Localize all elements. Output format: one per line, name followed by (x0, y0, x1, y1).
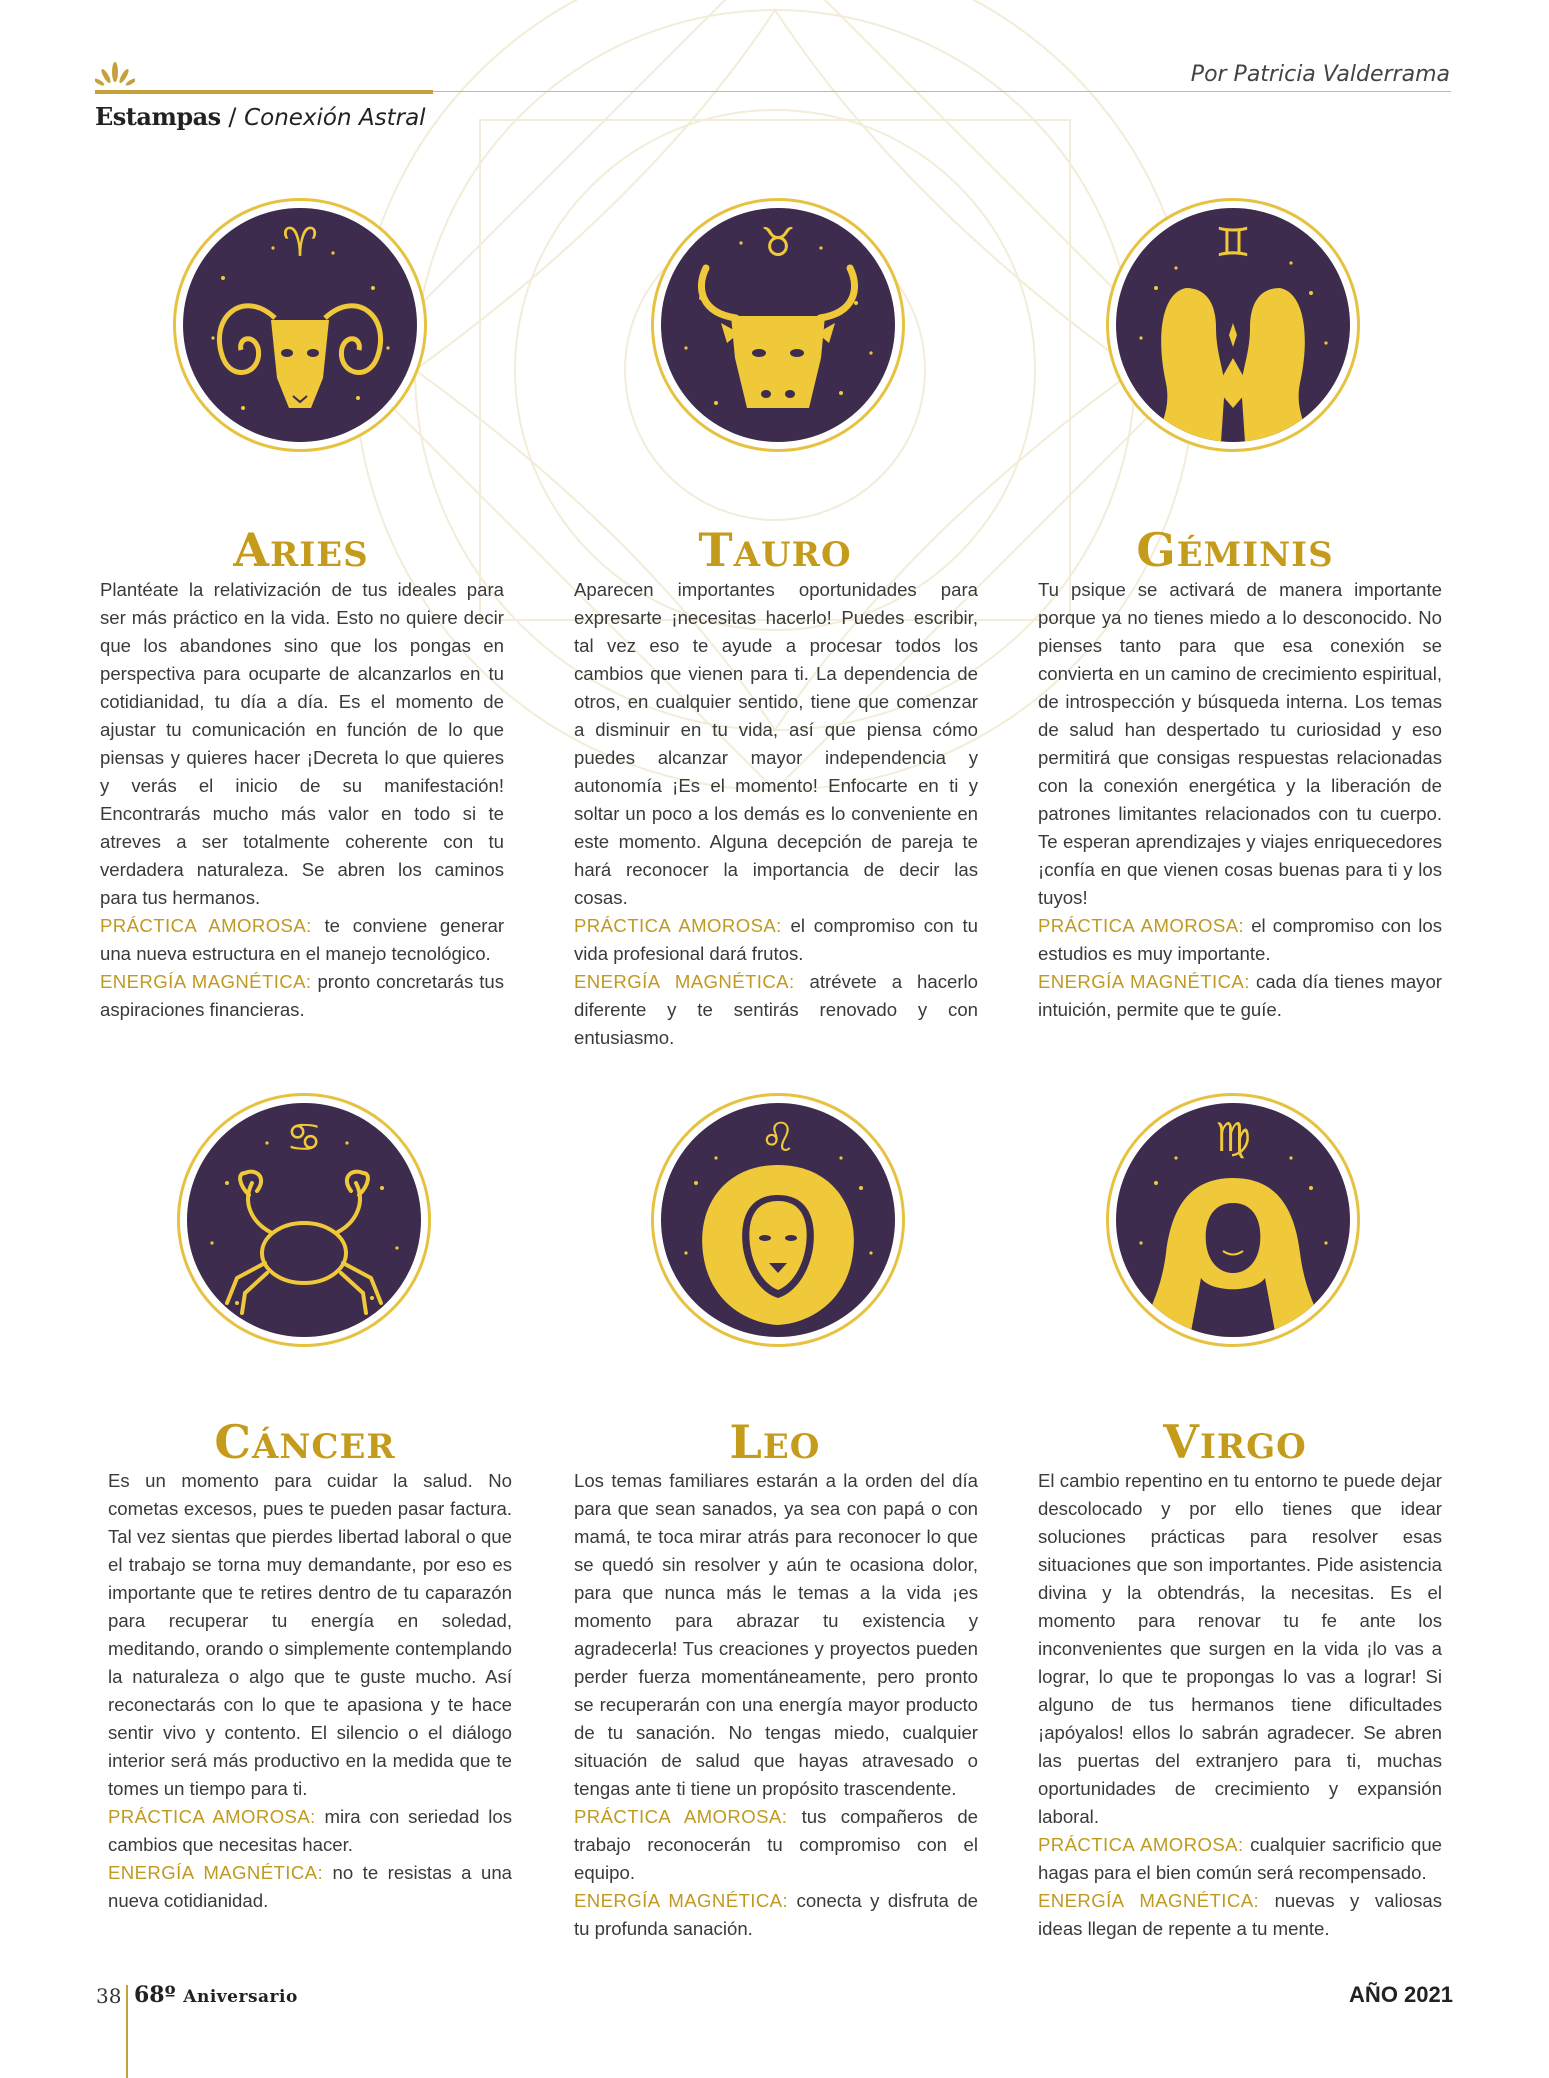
svg-text:♉: ♉ (760, 220, 796, 266)
aries-text: Plantéate la relativización de tus ideales para ser más práctico en la vida. Esto no quiere decir que los abandones sino que los pongas en perspectiva para ocuparte de alcanzarlos en tu cotidianidad, tu día a día. Es el momento de ajustar tu comunicación en función de lo que piensas y quieres hacer ¡Decreta lo que quieres y verás el inicio de su manifestación! Encontrarás mucho más valor en todo si te atreves a ser totalmente coherente con tu verdadera naturaleza. Se abren los caminos para tus hermanos. (100, 579, 504, 908)
section-title (95, 102, 426, 131)
energy-label: ENERGÍA MAGNÉTICA: (574, 1890, 789, 1911)
svg-text:♍: ♍ (1215, 1115, 1251, 1161)
love-label: PRÁCTICA AMOROSA: (1038, 1834, 1244, 1855)
virgo-energy: ENERGÍA MAGNÉTICA: nuevas y valiosas ideas llegan de repente a tu mente. (1038, 1890, 1443, 1939)
leo-title: LEO (729, 1415, 821, 1469)
cancer-energy: ENERGÍA MAGNÉTICA: no te resistas a una nueva cotidianidad. (108, 1862, 513, 1911)
geminis-energy: ENERGÍA MAGNÉTICA: cada día tienes mayor intuición, permite que te guíe. (1038, 971, 1442, 1020)
tauro-love: PRÁCTICA AMOROSA: el compromiso con tu vida profesional dará frutos. (574, 915, 978, 964)
footer-gold-rule (126, 1985, 128, 2078)
love-label: PRÁCTICA AMOROSA: (100, 915, 312, 936)
energy-label: ENERGÍA MAGNÉTICA: (108, 1862, 324, 1883)
leo-energy: ENERGÍA MAGNÉTICA: conecta y disfruta de tu profunda sanación. (574, 1890, 979, 1939)
cancer-horoscope (108, 1467, 512, 1915)
love-label: PRÁCTICA AMOROSA: (574, 1806, 788, 1827)
leo-medallion (651, 1093, 905, 1347)
geminis-title: GÉMINIS (1136, 523, 1334, 577)
anniversary-number: 68º (134, 1982, 176, 2008)
energy-label: ENERGÍA MAGNÉTICA: (100, 971, 312, 992)
energy-label: ENERGÍA MAGNÉTICA: (574, 971, 795, 992)
love-label: PRÁCTICA AMOROSA: (108, 1806, 316, 1827)
author-byline: Por Patricia Valderrama (1190, 62, 1450, 87)
virgo-text: El cambio repentino en tu entorno te puede dejar descolocado y por ello tienes que idear soluciones prácticas para resolver esas situaciones que son importantes. Pide asistencia divina y la obtendrás, la necesitas. Es el momento para renovar tu fe ante los inconvenientes que surgen en la vida ¡lo vas a lograr, lo que te propongas lo vas a lograr! Si alguno de tus hermanos tiene dificultades ¡apóyalos! ellos lo sabrán agradecer. Se abren las puertas del extranjero para ti, muchas oportunidades de crecimiento y expansión laboral. (1038, 1470, 1442, 1827)
energy-label: ENERGÍA MAGNÉTICA: (1038, 1890, 1260, 1911)
aries-title: ARIES (233, 523, 369, 577)
tauro-title: TAURO (698, 523, 852, 577)
ram-icon (183, 208, 417, 442)
tauro-text: Aparecen importantes oportunidades para expresarte ¡necesitas hacerlo! Puedes escribir, tal vez eso te ayude a procesar todos los cambios que vienen para ti. La dependencia de otros, en cualquier sentido, tiene que comenzar a disminuir en tu vida, así que piensa cómo puedes alcanzar mayor independencia y autonomía ¡Es el momento! Enfocarte en ti y soltar un poco a los demás es lo conveniente en este momento. Alguna decepción de pareja te hará reconocer la importancia de decir las cosas. (574, 579, 978, 908)
virgo-title: VIRGO (1163, 1415, 1307, 1469)
section-separator: / (228, 103, 237, 131)
cancer-medallion (177, 1093, 431, 1347)
love-label: PRÁCTICA AMOROSA: (1038, 915, 1245, 936)
energy-label: ENERGÍA MAGNÉTICA: (1038, 971, 1250, 992)
geminis-love: PRÁCTICA AMOROSA: el compromiso con los estudios es muy importante. (1038, 915, 1443, 964)
section-name: Estampas (95, 102, 221, 131)
subsection-name: Conexión Astral (244, 105, 426, 131)
twins-icon (1116, 208, 1350, 442)
aries-medallion (173, 198, 427, 452)
virgo-horoscope (1038, 1467, 1442, 1943)
tauro-energy: ENERGÍA MAGNÉTICA: atrévete a hacerlo diferente y te sentirás renovado y con entusiasmo. (574, 971, 978, 1048)
aries-horoscope (100, 576, 504, 1024)
maiden-icon (1116, 1103, 1350, 1337)
crab-icon (187, 1103, 421, 1337)
page-number: 38 (96, 1984, 122, 2008)
love-label: PRÁCTICA AMOROSA: (574, 915, 782, 936)
cancer-title: CÁNCER (214, 1415, 396, 1469)
svg-text:♈: ♈ (282, 220, 318, 266)
geminis-text: Tu psique se activará de manera importante porque ya no tienes miedo a lo desconocido. No pienses tanto para que esa conexión se convierta en un camino de crecimiento espiritual, de introspección y búsqueda interna. Los temas de salud han despertado tu curiosidad y eso permitirá que consigas respuestas relacionadas con la conexión energética y la liberación de patrones limitantes relacionados con tu cuerpo. Te esperan aprendizajes y viajes enriquecedores ¡confía en que vienen cosas buenas para ti y los tuyos! (1038, 579, 1442, 908)
lion-icon (661, 1103, 895, 1337)
anniversary-label (134, 1982, 298, 2008)
cancer-love: PRÁCTICA AMOROSA: mira con seriedad los cambios que necesitas hacer. (108, 1806, 512, 1855)
page-header (0, 0, 1549, 140)
tauro-medallion (651, 198, 905, 452)
anniversary-word: Aniversario (183, 1987, 298, 2007)
cancer-text: Es un momento para cuidar la salud. No cometas excesos, pues te pueden pasar factura. Tal vez sientas que pierdes libertad laboral o que el trabajo se torna muy demandante, por eso es importante que te retires dentro de tu caparazón para recuperar tu energía en soledad, meditando, orando o simplemente contemplando la naturaleza o algo que te guste mucho. Así reconectarás con lo que te apasiona y te hace sentir vivo y contento. El silencio o el diálogo interior será más productivo en la medida que te tomes un tiempo para ti. (108, 1470, 512, 1799)
tauro-horoscope (574, 576, 978, 1052)
geminis-medallion (1106, 198, 1360, 452)
year-label: AÑO 2021 (1349, 1982, 1453, 2007)
virgo-love: PRÁCTICA AMOROSA: cualquier sacrificio que hagas para el bien común será recompensado. (1038, 1834, 1443, 1883)
virgo-medallion (1106, 1093, 1360, 1347)
lotus-logo-icon (95, 58, 135, 90)
leo-love: PRÁCTICA AMOROSA: tus compañeros de trabajo reconocerán tu compromiso con el equipo. (574, 1806, 979, 1883)
svg-text:♊: ♊ (1215, 220, 1251, 266)
bull-icon (661, 208, 895, 442)
svg-text:♋: ♋ (286, 1115, 322, 1161)
leo-horoscope (574, 1467, 978, 1943)
aries-energy: ENERGÍA MAGNÉTICA: pronto concretarás tus aspiraciones financieras. (100, 971, 504, 1020)
geminis-horoscope (1038, 576, 1442, 1024)
header-gold-rule (95, 90, 433, 94)
leo-text: Los temas familiares estarán a la orden del día para que sean sanados, ya sea con papá o con mamá, te toca mirar atrás para reconocer lo que se quedó sin resolver y aún te ocasiona dolor, para que nunca más le temas a la vida ¡es momento para abrazar tu existencia y agradecerla! Tus creaciones y proyectos pueden perder fuerza momentáneamente, pero pronto se recuperarán con una energía mayor producto de tu sanación. No tengas miedo, cualquier situación de salud que hayas atravesado o tengas ante ti tiene un propósito trascendente. (574, 1470, 978, 1799)
aries-love: PRÁCTICA AMOROSA: te conviene generar una nueva estructura en el manejo tecnológico. (100, 915, 505, 964)
header-grey-rule (433, 91, 1451, 92)
svg-text:♌: ♌ (760, 1115, 796, 1161)
